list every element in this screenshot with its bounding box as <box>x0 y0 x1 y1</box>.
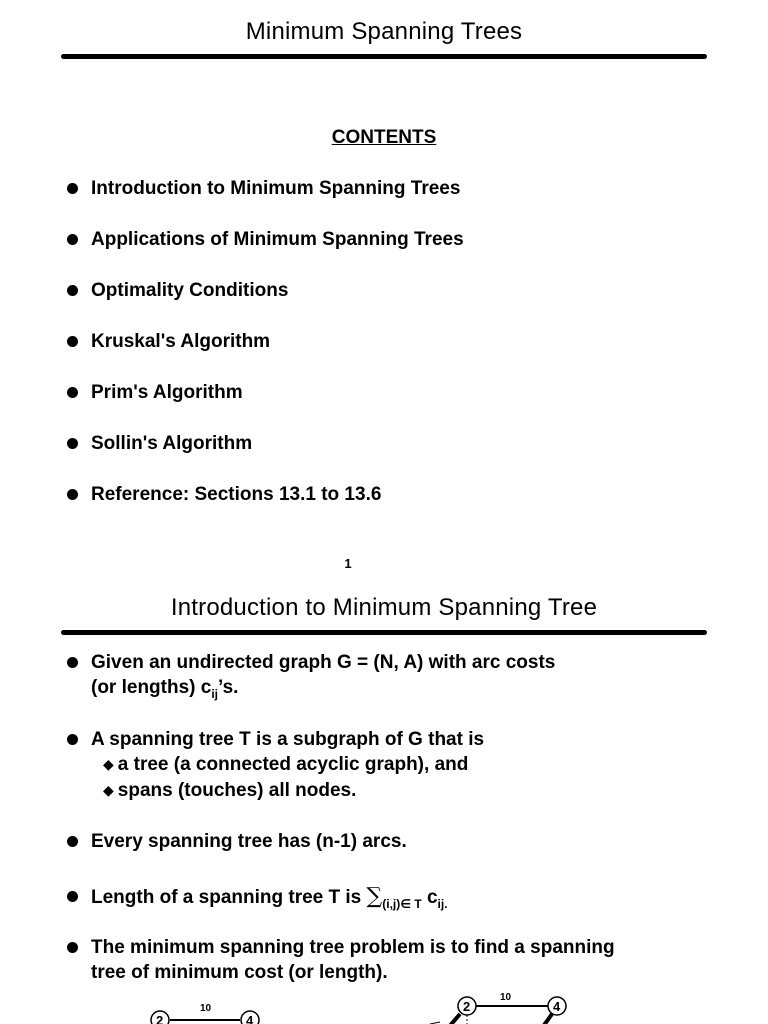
list-item: Prim's Algorithm <box>91 382 243 403</box>
bullet-icon <box>67 183 78 194</box>
list-item: Every spanning tree has (n-1) arcs. <box>91 831 407 852</box>
bullet-icon <box>67 836 78 847</box>
list-item: Optimality Conditions <box>91 280 289 301</box>
list-item: Applications of Minimum Spanning Trees <box>91 229 464 250</box>
bullet-line: tree of minimum cost (or length). <box>91 962 388 983</box>
bullet-icon <box>67 734 78 745</box>
node-label: 2 <box>156 1013 164 1024</box>
list-item: Kruskal's Algorithm <box>91 331 271 352</box>
list-item: Sollin's Algorithm <box>91 433 253 454</box>
bullet-icon <box>67 336 78 347</box>
contents-heading: CONTENTS <box>331 127 437 148</box>
node-label: 2 <box>463 999 471 1014</box>
bullet-icon <box>67 489 78 500</box>
node-label: 4 <box>246 1013 254 1024</box>
title-divider <box>61 630 707 635</box>
list-item <box>91 727 484 804</box>
diamond-bullet-icon: ◆ <box>103 756 114 772</box>
slide1-title: Minimum Spanning Trees <box>245 18 523 45</box>
subscript: (i,j)∈ T <box>382 897 422 911</box>
bullet-icon <box>67 657 78 668</box>
list-item: Reference: Sections 13.1 to 13.6 <box>91 484 382 505</box>
bullet-icon <box>67 942 78 953</box>
bullet-line <box>91 675 555 702</box>
subscript: ij <box>211 687 219 701</box>
edge-label: 10 <box>200 1003 212 1014</box>
text-run: Length of a spanning tree T is <box>91 887 367 908</box>
bullet-icon <box>67 285 78 296</box>
text-run: a tree (a connected acyclic graph), and <box>117 754 469 775</box>
list-item <box>91 884 448 912</box>
graph-edge <box>448 1014 460 1024</box>
sigma-symbol: ∑ <box>366 884 383 909</box>
bullet-icon <box>67 234 78 245</box>
subscript: ij. <box>437 897 448 911</box>
graph-diagram-left <box>140 995 270 1024</box>
bullet-icon <box>67 438 78 449</box>
list-item <box>91 650 555 702</box>
edge-label: 10 <box>500 992 512 1003</box>
title-divider <box>61 54 707 59</box>
text-run: (or lengths) c <box>91 677 212 698</box>
bullet-line: A spanning tree T is a subgraph of G that is <box>91 729 485 750</box>
bullet-icon <box>67 387 78 398</box>
text-run: c <box>421 887 438 908</box>
bullet-line: The minimum spanning tree problem is to find a spanning <box>91 937 615 958</box>
graph-edge <box>542 1014 552 1024</box>
slide2-title: Introduction to Minimum Spanning Tree <box>170 594 598 621</box>
list-item <box>91 935 615 985</box>
page-number: 1 <box>344 556 352 571</box>
graph-diagram-right <box>420 988 580 1024</box>
text-run: spans (touches) all nodes. <box>117 780 357 801</box>
bullet-line: Given an undirected graph G = (N, A) with arc costs <box>91 652 556 673</box>
text-run: ’s. <box>218 677 239 698</box>
node-label: 4 <box>553 999 561 1014</box>
sub-list-item <box>91 778 484 804</box>
diamond-bullet-icon: ◆ <box>103 782 114 798</box>
bullet-icon <box>67 891 78 902</box>
list-item: Introduction to Minimum Spanning Trees <box>91 178 461 199</box>
sub-list-item <box>91 752 484 778</box>
